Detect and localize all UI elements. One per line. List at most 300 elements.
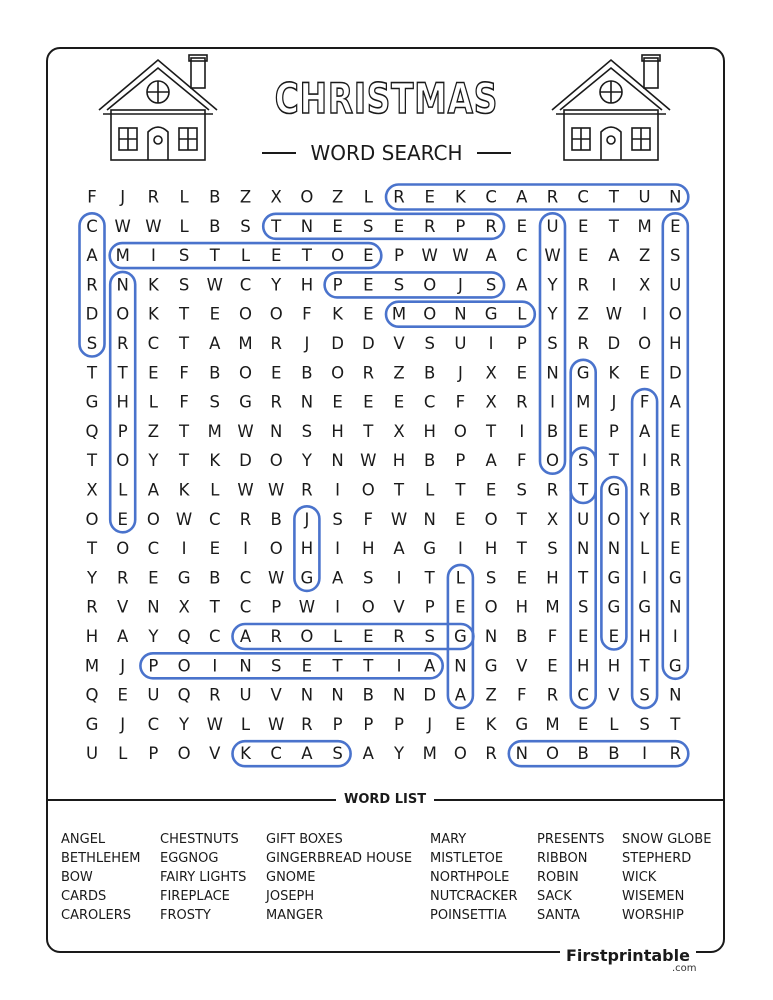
grid-letter[interactable]: A <box>86 246 98 266</box>
grid-letter[interactable]: S <box>424 334 435 353</box>
grid-letter[interactable]: N <box>484 627 498 646</box>
grid-letter[interactable]: I <box>243 539 248 559</box>
grid-letter[interactable]: U <box>147 685 160 705</box>
grid-letter[interactable]: A <box>147 480 160 500</box>
grid-letter[interactable]: Y <box>547 275 558 295</box>
grid-letter[interactable]: F <box>87 187 97 207</box>
grid-letter[interactable]: R <box>423 216 436 236</box>
grid-letter[interactable]: P <box>516 334 527 353</box>
grid-letter[interactable]: G <box>576 363 590 383</box>
grid-letter[interactable]: N <box>454 656 467 676</box>
grid-letter[interactable]: I <box>457 539 463 559</box>
grid-letter[interactable]: K <box>147 304 159 324</box>
grid-letter[interactable]: B <box>362 685 374 705</box>
grid-letter[interactable]: I <box>519 421 525 441</box>
grid-letter[interactable]: Y <box>148 451 159 471</box>
grid-letter[interactable]: L <box>210 480 220 500</box>
grid-letter[interactable]: H <box>392 451 406 471</box>
grid-letter[interactable]: R <box>362 363 375 383</box>
grid-letter[interactable]: O <box>116 451 130 471</box>
grid-letter[interactable]: I <box>642 451 648 471</box>
grid-letter[interactable]: C <box>485 187 497 207</box>
grid-letter[interactable]: O <box>177 744 191 764</box>
grid-letter[interactable]: T <box>86 451 98 471</box>
grid-letter[interactable]: G <box>177 568 191 588</box>
grid-letter[interactable]: W <box>268 568 285 588</box>
grid-letter[interactable]: H <box>546 568 559 588</box>
grid-letter[interactable]: O <box>546 744 559 764</box>
grid-letter[interactable]: W <box>175 509 193 529</box>
grid-letter[interactable]: O <box>638 334 652 353</box>
grid-letter[interactable]: R <box>669 744 682 764</box>
grid-letter[interactable]: N <box>300 216 314 236</box>
grid-letter[interactable]: S <box>424 627 435 646</box>
grid-letter[interactable]: O <box>239 304 252 324</box>
grid-letter[interactable]: K <box>485 714 497 734</box>
grid-letter[interactable]: N <box>515 744 528 764</box>
grid-letter[interactable]: O <box>300 187 314 207</box>
grid-letter[interactable]: K <box>147 275 159 295</box>
grid-letter[interactable]: S <box>209 392 221 412</box>
grid-letter[interactable]: T <box>363 421 374 441</box>
grid-letter[interactable]: R <box>116 568 129 588</box>
grid-letter[interactable]: G <box>484 656 498 676</box>
grid-letter[interactable]: T <box>179 304 190 324</box>
grid-letter[interactable]: T <box>424 568 435 588</box>
grid-letter[interactable]: N <box>669 597 682 617</box>
grid-letter[interactable]: R <box>301 480 313 500</box>
grid-letter[interactable]: E <box>363 275 374 295</box>
grid-letter[interactable]: G <box>85 714 99 734</box>
grid-letter[interactable]: O <box>668 304 682 324</box>
grid-letter[interactable]: L <box>639 539 650 559</box>
grid-letter[interactable]: X <box>178 597 190 617</box>
grid-letter[interactable]: M <box>391 304 407 324</box>
grid-letter[interactable]: I <box>335 539 341 559</box>
grid-letter[interactable]: F <box>179 392 189 412</box>
grid-letter[interactable]: E <box>608 627 620 646</box>
grid-letter[interactable]: B <box>424 451 436 471</box>
grid-letter[interactable]: K <box>240 744 251 764</box>
grid-letter[interactable]: B <box>424 363 436 383</box>
grid-letter[interactable]: C <box>86 216 98 236</box>
grid-letter[interactable]: O <box>300 627 314 646</box>
grid-letter[interactable]: M <box>115 246 130 266</box>
grid-letter[interactable]: N <box>331 685 344 705</box>
grid-letter[interactable]: V <box>393 597 405 617</box>
grid-letter[interactable]: O <box>453 744 467 764</box>
grid-letter[interactable]: B <box>516 627 528 646</box>
grid-letter[interactable]: Y <box>86 568 98 588</box>
grid-letter[interactable]: R <box>116 334 129 353</box>
grid-letter[interactable]: I <box>335 597 341 617</box>
grid-letter[interactable]: O <box>423 304 437 324</box>
grid-letter[interactable]: E <box>516 216 528 236</box>
grid-letter[interactable]: R <box>546 480 559 500</box>
grid-letter[interactable]: E <box>670 216 681 236</box>
grid-letter[interactable]: H <box>300 275 314 295</box>
grid-letter[interactable]: M <box>207 421 222 441</box>
grid-letter[interactable]: V <box>209 744 221 764</box>
grid-letter[interactable]: M <box>422 744 437 764</box>
grid-letter[interactable]: O <box>116 304 130 324</box>
grid-letter[interactable]: I <box>550 392 555 412</box>
grid-letter[interactable]: R <box>485 216 497 236</box>
grid-letter[interactable]: W <box>390 509 408 529</box>
grid-letter[interactable]: R <box>577 334 589 353</box>
grid-letter[interactable]: N <box>392 685 406 705</box>
grid-letter[interactable]: I <box>672 627 678 646</box>
grid-letter[interactable]: R <box>577 275 589 295</box>
grid-letter[interactable]: A <box>117 627 129 646</box>
grid-letter[interactable]: I <box>488 334 494 353</box>
grid-letter[interactable]: R <box>485 744 497 764</box>
grid-letter[interactable]: A <box>485 246 497 266</box>
grid-letter[interactable]: A <box>331 568 344 588</box>
grid-letter[interactable]: E <box>363 627 374 646</box>
grid-letter[interactable]: S <box>547 539 558 559</box>
grid-letter[interactable]: Z <box>577 304 589 324</box>
grid-letter[interactable]: G <box>607 568 621 588</box>
grid-letter[interactable]: S <box>270 656 282 676</box>
grid-letter[interactable]: S <box>332 744 343 764</box>
grid-letter[interactable]: T <box>179 421 190 441</box>
grid-letter[interactable]: N <box>577 539 590 559</box>
grid-letter[interactable]: U <box>577 509 590 529</box>
grid-letter[interactable]: U <box>669 275 682 295</box>
grid-letter[interactable]: C <box>239 275 252 295</box>
grid-letter[interactable]: E <box>393 392 405 412</box>
grid-letter[interactable]: E <box>516 363 528 383</box>
grid-letter[interactable]: L <box>425 480 435 500</box>
grid-letter[interactable]: G <box>607 480 621 500</box>
grid-letter[interactable]: G <box>668 656 682 676</box>
grid-letter[interactable]: H <box>331 421 344 441</box>
grid-letter[interactable]: S <box>363 216 374 236</box>
grid-letter[interactable]: T <box>670 714 681 734</box>
grid-letter[interactable]: E <box>363 246 374 266</box>
grid-letter[interactable]: Z <box>331 187 344 207</box>
grid-letter[interactable]: O <box>177 656 191 676</box>
grid-letter[interactable]: M <box>637 216 652 236</box>
grid-letter[interactable]: P <box>148 744 159 764</box>
grid-letter[interactable]: O <box>146 509 160 529</box>
grid-letter[interactable]: W <box>268 480 285 500</box>
grid-letter[interactable]: W <box>206 275 223 295</box>
grid-letter[interactable]: S <box>670 246 681 266</box>
grid-letter[interactable]: S <box>178 246 190 266</box>
grid-letter[interactable]: S <box>547 334 558 353</box>
grid-letter[interactable]: T <box>209 597 220 617</box>
grid-letter[interactable]: A <box>239 627 252 646</box>
grid-letter[interactable]: S <box>485 275 497 295</box>
grid-letter[interactable]: B <box>209 568 221 588</box>
grid-letter[interactable]: X <box>86 480 98 500</box>
grid-letter[interactable]: A <box>638 421 651 441</box>
grid-letter[interactable]: Q <box>85 421 99 441</box>
grid-letter[interactable]: E <box>332 216 343 236</box>
grid-letter[interactable]: O <box>361 597 375 617</box>
grid-letter[interactable]: R <box>270 627 282 646</box>
grid-letter[interactable]: E <box>639 363 650 383</box>
grid-letter[interactable]: O <box>361 480 375 500</box>
grid-letter[interactable]: L <box>240 246 251 266</box>
grid-letter[interactable]: L <box>609 714 619 734</box>
grid-letter[interactable]: O <box>331 363 345 383</box>
grid-letter[interactable]: Y <box>393 744 405 764</box>
grid-letter[interactable]: R <box>669 451 682 471</box>
grid-letter[interactable]: H <box>484 539 498 559</box>
grid-letter[interactable]: T <box>516 509 527 529</box>
grid-letter[interactable]: W <box>145 216 162 236</box>
grid-letter[interactable]: K <box>178 480 190 500</box>
grid-letter[interactable]: W <box>544 246 561 266</box>
grid-letter[interactable]: U <box>638 187 651 207</box>
grid-letter[interactable]: V <box>270 685 282 705</box>
grid-letter[interactable]: U <box>85 744 99 764</box>
grid-letter[interactable]: E <box>270 363 282 383</box>
grid-letter[interactable]: O <box>423 275 437 295</box>
grid-letter[interactable]: J <box>120 187 126 207</box>
grid-letter[interactable]: E <box>209 304 221 324</box>
grid-letter[interactable]: N <box>300 685 314 705</box>
grid-letter[interactable]: V <box>117 597 129 617</box>
grid-letter[interactable]: O <box>239 363 252 383</box>
grid-letter[interactable]: Y <box>179 714 190 734</box>
grid-letter[interactable]: P <box>608 421 619 441</box>
grid-letter[interactable]: K <box>608 363 620 383</box>
grid-letter[interactable]: X <box>546 509 559 529</box>
grid-letter[interactable]: I <box>642 744 648 764</box>
grid-letter[interactable]: E <box>363 392 374 412</box>
grid-letter[interactable]: D <box>331 334 344 353</box>
grid-letter[interactable]: U <box>239 685 252 705</box>
grid-letter[interactable]: P <box>148 656 159 676</box>
grid-letter[interactable]: G <box>423 539 437 559</box>
grid-letter[interactable]: M <box>545 597 560 617</box>
grid-letter[interactable]: O <box>484 597 498 617</box>
grid-letter[interactable]: R <box>546 685 559 705</box>
grid-letter[interactable]: P <box>363 714 374 734</box>
grid-letter[interactable]: L <box>240 714 251 734</box>
grid-letter[interactable]: I <box>150 246 156 266</box>
grid-letter[interactable]: I <box>335 480 341 500</box>
grid-letter[interactable]: P <box>424 597 435 617</box>
grid-letter[interactable]: T <box>608 216 619 236</box>
grid-letter[interactable]: I <box>611 275 617 295</box>
grid-letter[interactable]: E <box>670 539 681 559</box>
grid-letter[interactable]: E <box>516 568 528 588</box>
grid-letter[interactable]: B <box>270 509 282 529</box>
grid-letter[interactable]: W <box>237 421 254 441</box>
grid-letter[interactable]: E <box>577 216 589 236</box>
grid-letter[interactable]: N <box>239 656 252 676</box>
grid-letter[interactable]: C <box>239 597 252 617</box>
grid-letter[interactable]: F <box>547 627 558 646</box>
grid-letter[interactable]: E <box>547 656 558 676</box>
grid-letter[interactable]: V <box>393 334 405 353</box>
grid-letter[interactable]: Q <box>177 627 191 646</box>
grid-letter[interactable]: R <box>393 627 405 646</box>
grid-letter[interactable]: E <box>332 392 343 412</box>
grid-letter[interactable]: T <box>179 334 190 353</box>
grid-letter[interactable]: D <box>85 304 99 324</box>
grid-letter[interactable]: G <box>300 568 314 588</box>
grid-letter[interactable]: H <box>515 597 529 617</box>
grid-letter[interactable]: U <box>454 334 467 353</box>
grid-letter[interactable]: H <box>85 627 99 646</box>
grid-letter[interactable]: K <box>332 304 344 324</box>
grid-letter[interactable]: C <box>577 685 589 705</box>
grid-letter[interactable]: M <box>84 656 100 676</box>
grid-letter[interactable]: R <box>209 685 221 705</box>
grid-letter[interactable]: C <box>423 392 436 412</box>
grid-letter[interactable]: H <box>116 392 129 412</box>
grid-letter[interactable]: G <box>515 714 529 734</box>
grid-letter[interactable]: J <box>120 714 126 734</box>
grid-letter[interactable]: R <box>86 275 98 295</box>
grid-letter[interactable]: X <box>270 187 282 207</box>
grid-letter[interactable]: E <box>393 216 405 236</box>
grid-letter[interactable]: O <box>116 539 130 559</box>
grid-letter[interactable]: B <box>577 744 589 764</box>
grid-letter[interactable]: R <box>638 480 651 500</box>
grid-letter[interactable]: E <box>363 304 374 324</box>
grid-letter[interactable]: W <box>605 304 623 324</box>
grid-letter[interactable]: S <box>639 685 650 705</box>
grid-letter[interactable]: S <box>393 275 405 295</box>
grid-letter[interactable]: C <box>209 509 221 529</box>
grid-letter[interactable]: N <box>147 597 160 617</box>
grid-letter[interactable]: H <box>669 334 682 353</box>
grid-letter[interactable]: N <box>546 363 559 383</box>
grid-letter[interactable]: U <box>546 216 559 236</box>
grid-letter[interactable]: H <box>607 656 621 676</box>
grid-letter[interactable]: H <box>300 539 314 559</box>
grid-letter[interactable]: S <box>240 216 251 236</box>
grid-letter[interactable]: S <box>363 568 374 588</box>
grid-letter[interactable]: R <box>239 509 252 529</box>
grid-letter[interactable]: C <box>270 744 282 764</box>
grid-letter[interactable]: W <box>268 714 285 734</box>
grid-letter[interactable]: I <box>396 656 402 676</box>
grid-letter[interactable]: X <box>485 363 497 383</box>
grid-letter[interactable]: J <box>457 275 463 295</box>
grid-letter[interactable]: S <box>332 509 343 529</box>
grid-letter[interactable]: T <box>86 363 98 383</box>
grid-letter[interactable]: L <box>179 216 189 236</box>
grid-letter[interactable]: R <box>270 334 282 353</box>
grid-letter[interactable]: X <box>485 392 497 412</box>
grid-letter[interactable]: R <box>270 392 282 412</box>
grid-letter[interactable]: F <box>363 509 374 529</box>
grid-letter[interactable]: P <box>455 216 466 236</box>
grid-letter[interactable]: L <box>179 187 189 207</box>
grid-letter[interactable]: J <box>304 334 310 353</box>
grid-letter[interactable]: T <box>332 656 343 676</box>
grid-letter[interactable]: Z <box>147 421 160 441</box>
grid-letter[interactable]: D <box>607 334 621 353</box>
grid-letter[interactable]: H <box>362 539 375 559</box>
grid-letter[interactable]: E <box>485 480 497 500</box>
grid-letter[interactable]: M <box>545 714 560 734</box>
grid-letter[interactable]: C <box>147 714 160 734</box>
grid-letter[interactable]: N <box>669 187 682 207</box>
grid-letter[interactable]: T <box>363 656 374 676</box>
grid-letter[interactable]: O <box>607 509 621 529</box>
grid-letter[interactable]: E <box>455 714 466 734</box>
grid-letter[interactable]: R <box>393 187 405 207</box>
grid-letter[interactable]: A <box>516 275 528 295</box>
grid-letter[interactable]: X <box>638 275 651 295</box>
grid-letter[interactable]: K <box>454 187 466 207</box>
grid-letter[interactable]: B <box>546 421 559 441</box>
grid-letter[interactable]: O <box>269 539 283 559</box>
grid-letter[interactable]: F <box>179 363 189 383</box>
grid-letter[interactable]: P <box>332 275 343 295</box>
grid-letter[interactable]: E <box>301 656 313 676</box>
grid-letter[interactable]: G <box>607 597 621 617</box>
grid-letter[interactable]: O <box>269 451 283 471</box>
grid-letter[interactable]: W <box>298 597 316 617</box>
grid-letter[interactable]: N <box>423 509 436 529</box>
grid-letter[interactable]: A <box>209 334 221 353</box>
grid-letter[interactable]: P <box>117 421 128 441</box>
grid-letter[interactable]: S <box>577 597 589 617</box>
grid-letter[interactable]: R <box>147 187 160 207</box>
grid-letter[interactable]: E <box>424 187 435 207</box>
grid-letter[interactable]: B <box>301 363 313 383</box>
grid-letter[interactable]: S <box>301 421 313 441</box>
grid-letter[interactable]: S <box>485 568 497 588</box>
grid-letter[interactable]: A <box>608 246 620 266</box>
grid-letter[interactable]: G <box>638 597 651 617</box>
grid-letter[interactable]: L <box>455 568 466 588</box>
grid-letter[interactable]: E <box>117 509 128 529</box>
grid-letter[interactable]: L <box>118 744 128 764</box>
grid-letter[interactable]: B <box>608 744 620 764</box>
grid-letter[interactable]: S <box>516 480 528 500</box>
grid-letter[interactable]: G <box>85 392 99 412</box>
grid-letter[interactable]: C <box>147 334 160 353</box>
grid-letter[interactable]: P <box>332 714 343 734</box>
grid-letter[interactable]: N <box>454 304 467 324</box>
grid-letter[interactable]: K <box>209 451 221 471</box>
grid-letter[interactable]: J <box>304 509 310 529</box>
grid-letter[interactable]: A <box>669 392 681 412</box>
grid-letter[interactable]: X <box>393 421 405 441</box>
grid-letter[interactable]: Z <box>485 685 497 705</box>
grid-letter[interactable]: M <box>238 334 253 353</box>
grid-letter[interactable]: N <box>607 539 621 559</box>
grid-letter[interactable]: A <box>393 539 405 559</box>
grid-letter[interactable]: R <box>516 392 528 412</box>
grid-letter[interactable]: T <box>455 480 466 500</box>
grid-letter[interactable]: Q <box>177 685 191 705</box>
grid-letter[interactable]: N <box>300 392 314 412</box>
grid-letter[interactable]: J <box>120 656 126 676</box>
grid-letter[interactable]: N <box>270 421 283 441</box>
grid-letter[interactable]: W <box>237 480 254 500</box>
grid-letter[interactable]: T <box>639 656 650 676</box>
grid-letter[interactable]: E <box>577 246 589 266</box>
grid-letter[interactable]: T <box>209 246 220 266</box>
grid-letter[interactable]: C <box>239 568 252 588</box>
grid-letter[interactable]: R <box>86 597 98 617</box>
grid-letter[interactable]: C <box>577 187 589 207</box>
grid-letter[interactable]: F <box>639 392 650 412</box>
grid-letter[interactable]: E <box>148 363 159 383</box>
